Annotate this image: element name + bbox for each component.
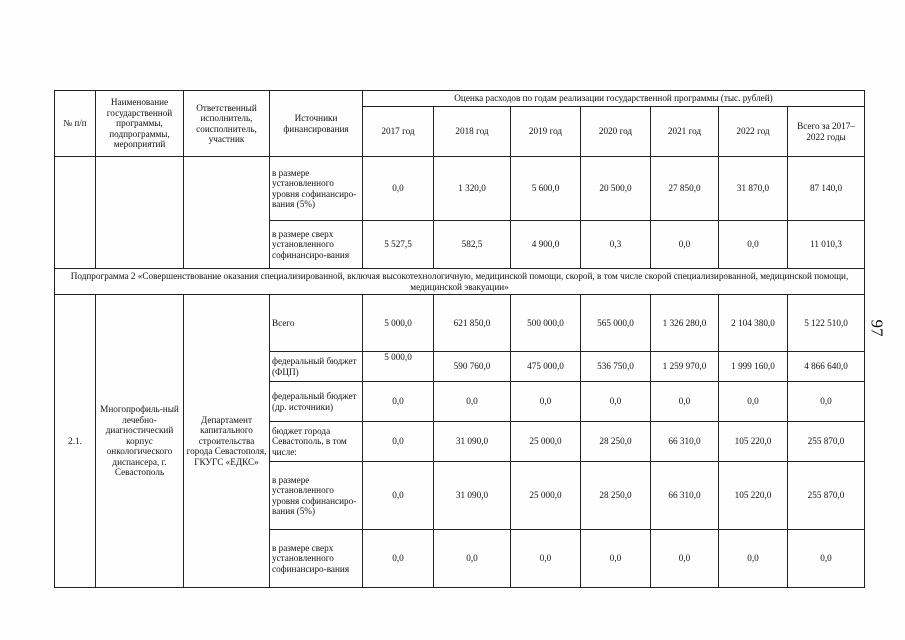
value-cell: 0,3 [581, 221, 651, 269]
value-cell: 0,0 [788, 530, 865, 588]
value-cell: 5 000,0 [363, 352, 434, 382]
value-cell: 5 600,0 [511, 157, 581, 221]
item-num: 2.1. [55, 295, 96, 588]
value-cell: 590 760,0 [434, 352, 511, 382]
value-cell: 0,0 [363, 530, 434, 588]
empty-cell [55, 157, 96, 269]
value-cell: 28 250,0 [581, 462, 651, 530]
value-cell: 1 320,0 [434, 157, 511, 221]
value-cell: 536 750,0 [581, 352, 651, 382]
value-cell: 20 500,0 [581, 157, 651, 221]
value-cell: 1 259 970,0 [651, 352, 719, 382]
source-cell: в размере сверх установленного софинансиро-вания [270, 221, 363, 269]
source-cell: бюджет города Севастополь, в том числе: [270, 422, 363, 462]
value-cell: 105 220,0 [719, 462, 788, 530]
value-cell: 0,0 [434, 382, 511, 422]
value-cell: 27 850,0 [651, 157, 719, 221]
value-cell: 5 000,0 [363, 295, 434, 352]
value-cell: 0,0 [581, 530, 651, 588]
value-cell: 0,0 [511, 530, 581, 588]
item-executor: Департамент капитального строительства города Севастополя, ГКУГС «ЕДКС» [184, 295, 270, 588]
value-cell: 31 870,0 [719, 157, 788, 221]
value-cell: 255 870,0 [788, 462, 865, 530]
value-cell: 0,0 [363, 462, 434, 530]
empty-cell [96, 157, 184, 269]
value-cell: 0,0 [511, 382, 581, 422]
table-row [55, 295, 865, 352]
subprogram-row [55, 269, 865, 295]
value-cell: 0,0 [363, 157, 434, 221]
value-cell: 0,0 [581, 382, 651, 422]
value-cell: 0,0 [651, 530, 719, 588]
value-cell: 1 999 160,0 [719, 352, 788, 382]
header-executor: Ответственный исполнитель, соисполнитель, участник [184, 91, 270, 157]
value-cell: 500 000,0 [511, 295, 581, 352]
value-cell: 28 250,0 [581, 422, 651, 462]
header-name: Наименование государственной программы, подпрограммы, мероприятий [96, 91, 184, 157]
source-cell: Всего [270, 295, 363, 352]
value-cell: 565 000,0 [581, 295, 651, 352]
value-cell: 1 326 280,0 [651, 295, 719, 352]
table-row [55, 157, 865, 221]
value-cell: 25 000,0 [511, 422, 581, 462]
value-cell: 0,0 [719, 530, 788, 588]
value-cell: 4 900,0 [511, 221, 581, 269]
budget-table [54, 90, 865, 588]
value-cell: 0,0 [651, 221, 719, 269]
value-cell: 0,0 [788, 382, 865, 422]
header-year: 2021 год [651, 107, 719, 157]
value-cell: 31 090,0 [434, 422, 511, 462]
value-cell: 5 527,5 [363, 221, 434, 269]
page-number: 97 [867, 319, 887, 337]
value-cell: 0,0 [434, 530, 511, 588]
value-cell: 2 104 380,0 [719, 295, 788, 352]
value-cell: 0,0 [719, 382, 788, 422]
value-cell: 31 090,0 [434, 462, 511, 530]
item-name: Многопрофиль-ный лечебно-диагностический корпус онкологического диспансера, г. Севастополь [96, 295, 184, 588]
value-cell: 66 310,0 [651, 422, 719, 462]
header-year: 2022 год [719, 107, 788, 157]
value-cell: 255 870,0 [788, 422, 865, 462]
header-sources: Источники финансирования [270, 91, 363, 157]
subprogram-title: Подпрограмма 2 «Совершенствование оказания специализированной, включая высокотехнологичную, медицинской помощи, скорой, в том числе скорой специализированной, медицинской помощи, медицинской эвакуации» [55, 269, 865, 295]
value-cell: 475 000,0 [511, 352, 581, 382]
source-cell: в размере установленного уровня софинансиро-вания (5%) [270, 157, 363, 221]
empty-cell [184, 157, 270, 269]
header-year: 2019 год [511, 107, 581, 157]
value-cell: 0,0 [363, 382, 434, 422]
value-cell: 87 140,0 [788, 157, 865, 221]
source-cell: в размере сверх установленного софинансиро-вания [270, 530, 363, 588]
value-cell: 66 310,0 [651, 462, 719, 530]
source-cell: федеральный бюджет (др. источники) [270, 382, 363, 422]
header-year: 2018 год [434, 107, 511, 157]
value-cell: 621 850,0 [434, 295, 511, 352]
source-cell: в размере установленного уровня софинансиро-вания (5%) [270, 462, 363, 530]
value-cell: 11 010,3 [788, 221, 865, 269]
value-cell: 105 220,0 [719, 422, 788, 462]
header-estimate: Оценка расходов по годам реализации государственной программы (тыс. рублей) [363, 91, 865, 107]
value-cell: 4 866 640,0 [788, 352, 865, 382]
header-year: 2020 год [581, 107, 651, 157]
value-cell: 0,0 [363, 422, 434, 462]
value-cell: 5 122 510,0 [788, 295, 865, 352]
header-year: 2017 год [363, 107, 434, 157]
value-cell: 0,0 [719, 221, 788, 269]
header-num: № п/п [55, 91, 96, 157]
value-cell: 25 000,0 [511, 462, 581, 530]
header-year-total: Всего за 2017–2022 годы [788, 107, 865, 157]
value-cell: 0,0 [651, 382, 719, 422]
source-cell: федеральный бюджет (ФЦП) [270, 352, 363, 382]
value-cell: 582,5 [434, 221, 511, 269]
